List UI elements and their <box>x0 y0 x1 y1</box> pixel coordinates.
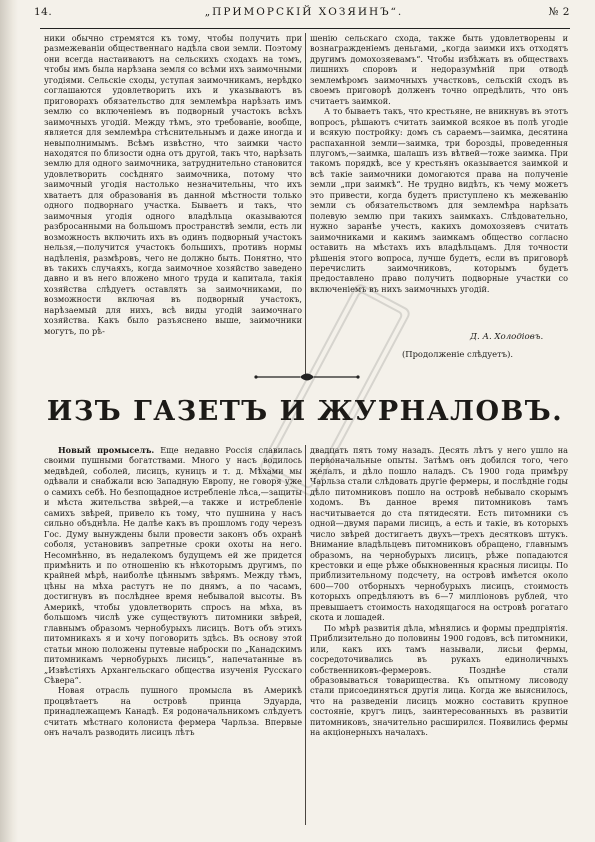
scan-edge-shadow <box>0 0 18 842</box>
issue-number: № 2 <box>548 6 570 18</box>
article1-paragraph: шенiю сельскаго схода, также быть удовлетворены и вознагражденiемъ деньгами, „когда заимки ихъ отходятъ другимъ домохозяевамъ“. Чтобы избѣжать въ обществахъ лишнихъ споровъ и недоразумѣнiй при отводѣ землемѣромъ заимочныхъ участковъ, сельскiй сходъ въ своемъ приговорѣ долженъ точно опредѣлить, что онъ считаетъ заимкой. <box>310 33 568 106</box>
page-number: 14. <box>34 6 53 18</box>
article1-paragraph: ники обычно стремятся къ тому, чтобы получить при размежеванiи общественнаго надѣла свои земли. Поэтому они всегда настаиваютъ на сельскихъ сходахъ на томъ, чтобы имъ была нарѣзана земля со всѣми ихъ заимочными угодiями. Сельскiе сходы, уступая заимочникамъ, нерѣдко соглашаются удовлетворить ихъ и указываютъ въ приговорахъ обязательство для землемѣра нарѣзать имъ землю со включенiемъ въ подворный участокъ всѣхъ заимочныхъ угодiй. Между тѣмъ, это требованiе, вообще, является для землемѣра стѣснительнымъ и даже иногда и невыполнимымъ. Всѣмъ извѣстно, что заимки часто находятся по близости одна отъ другой, такъ что, нарѣзать землю для одного заимочника, затруднительно становится удовлетворить сосѣдняго заимочника, потому что заимочный угодiя настолько незначительны, что ихъ хватаетъ для образованiя въ данной мѣстности только одного подворнаго участка. Бываетъ и такъ, что заимочныя угодiя одного владѣльца оказываются разбросанными на большомъ пространствѣ земли, есть ли возможность включить ихъ въ одинъ подворный участокъ нельзя,—получится участокъ большихъ, противъ нормы надѣленiя, размѣровъ, чего не должно быть. Понятно, что въ такихъ случаяхъ, когда заимочное хозяйство заведено давно и въ него вложено много труда и капитала, такiя хозяйства слѣдуетъ оставлять за заимочниками, по возможности включая въ подворный участокъ, нарѣзаемый для нихъ, всѣ виды угодiй заимочнаго хозяйства. Какъ было разъяснено выше, заимочники могутъ, по рѣ- <box>44 33 302 336</box>
header-rule <box>40 28 570 29</box>
article2-paragraph: двадцать пять тому назадъ. Десять лѣтъ у него ушло на первоначальные опыты. Затѣмъ онъ добился того, чего желалъ, и дѣло пошло наладъ. Съ 1900 года примѣру Чарльза стали слѣдовать другiе фермеры, и послѣднiе годы дѣло питомниковъ пошло на островѣ небывало скорымъ ходомъ. Въ данное время питомниковъ тамъ насчитывается до ста пятидесяти. Есть питомники съ одной—двумя парами лисицъ, а есть и такiе, въ которыхъ число звѣрей достигаетъ двухъ—трехъ десятковъ штукъ. Внимание владѣльцевъ питомниковъ обращено, главнымъ образомъ, на чернобурыхъ лисицъ, рѣже попадаются крестовки и еще рѣже обыкновенныя красныя лисицы. По приблизительному подсчету, на островѣ имѣется около 600—700 отборныхъ чернобурыхъ лисицъ, стоимость которыхъ опредѣляютъ въ 6—7 миллiоновъ рублей, что превышаетъ стоимость находящагося на островѣ рогатаго скота и лошадей. <box>310 445 568 623</box>
article1-paragraph: А то бываетъ такъ, что крестьяне, не вникнувъ въ этотъ вопросъ, рѣшаютъ считать заимкой всякое въ полѣ угодiе и всякую постройку: домъ съ сараемъ—заимка, десятина распаханной земли—заимка, три бороздьi, проведенныя плугомъ,—заимка, шалашъ изъ вѣтвей—тоже заимка. При такомъ порядкѣ, все у крестьянъ оказывается заимкой и всѣ такiе заимочники домогаются права на полученiе земли „при заимкѣ“. Не трудно видѣть, къ чему можетъ это привести, когда будетъ приступлено къ межеванiю земли съ обязательствомъ для землемѣра нарѣзать полевую землю при такихъ заимкахъ. Слѣдовательно, нужно заранѣе учесть, какихъ домохозяевъ считать заимочниками и какимъ заимкамъ общество согласно оставить на мѣстахъ ихъ владѣльцамъ. Для точности рѣшенiя этого вопроса, лучше будетъ, если въ приговорѣ перечислить заимочниковъ, которымъ будетъ предоставлено право получить подворные участки со включенiемъ въ нихъ заимочныхъ угодiй. <box>310 106 568 294</box>
article2-lead-title: Новый промыселъ. <box>58 445 155 455</box>
section-heading: ИЗЪ ГАЗЕТЪ И ЖУРНАЛОВЪ. <box>46 396 564 427</box>
journal-title: „ПРИМОРСКIЙ ХОЗЯИНЪ“. <box>204 6 404 18</box>
library-stamp-watermark <box>250 250 420 530</box>
continuation-note: (Продолженiе слѣдуетъ). <box>402 349 514 359</box>
article2-lead-text: Еще недавно Россiя славилась своими пушными богатствами. Много у насъ водилось медвѣдей, соболей, лисицъ, куницъ и т. д. Мѣхами мы одѣвали и снабжали всю Западную Европу, не говоря уже о самихъ себѣ. Но безпощадное истребленiе лѣса,—защиты и мѣста жительства звѣрей,—а также и истребленiе самихъ звѣрей, привело къ тому, что пушнина у насъ сильно объднѣла. Не далѣе какъ въ прошломъ году черезъ Гос. Думу вынуждены были провести законъ объ охранѣ соболя, установивъ запретные сроки охоты на него. Несомнѣнно, въ недалекомъ будущемъ ей же придется примѣнить и по отношенiю къ нѣкоторымъ другимъ, по крайней мѣрѣ, наиболѣе цѣннымъ звѣрямъ. Между тѣмъ, цѣны на мѣха растутъ не по днямъ, а по часамъ, достигнувъ въ послѣднее время небывалой высоты. Въ Америкѣ, чтобы удовлетворить спросъ на мѣха, въ большомъ числѣ уже существуютъ питомники звѣрей, главнымъ образомъ чернобурыхъ лисицъ. Вотъ объ этихъ питомникахъ я и хочу поговорить здѣсь. Въ основу этой статьи мною положены путевые наброски по „Канадскимъ питомникамъ чернобурыхъ лисицъ“, напечатанные въ „Извѣстiяхъ Архангельскаго общества изученiя Русскаго Сѣвера“. <box>44 445 302 685</box>
article2-paragraph: По мѣрѣ развитiя дѣла, мѣнялись и формы предпрiятiя. Приблизительно до половины 1900 годовъ, всѣ питомники, или, какъ ихъ тамъ называли, лисьи фермы, сосредоточивались въ рукахъ единоличныхъ собственниковъ-фермеровъ. Позднѣе стали образовываться товарищества. Къ опытному лисоводу стали присоединяться другiя лица. Когда же выяснилось, что на разведенiи лисицъ можно составить крупное состоянiе, кругъ лицъ, заинтересованныхъ въ развитiи питомниковъ, значительно расширился. Появились фермы на акцiонерныхъ началахъ. <box>310 622 568 738</box>
page-header <box>34 4 574 20</box>
article2-paragraph: Новая отрасль пушного промысла въ Америкѣ процвѣтаетъ на островѣ принца Эдуарда, принадлежащемъ Канадѣ. Ея родоначальникомъ слѣдуетъ считать мѣстнаго колониста фермера Чарльза. Впервые онъ началъ разводить лисицъ лѣтъ <box>44 685 302 738</box>
author-signature: Д. А. Холодiовъ. <box>470 332 544 342</box>
